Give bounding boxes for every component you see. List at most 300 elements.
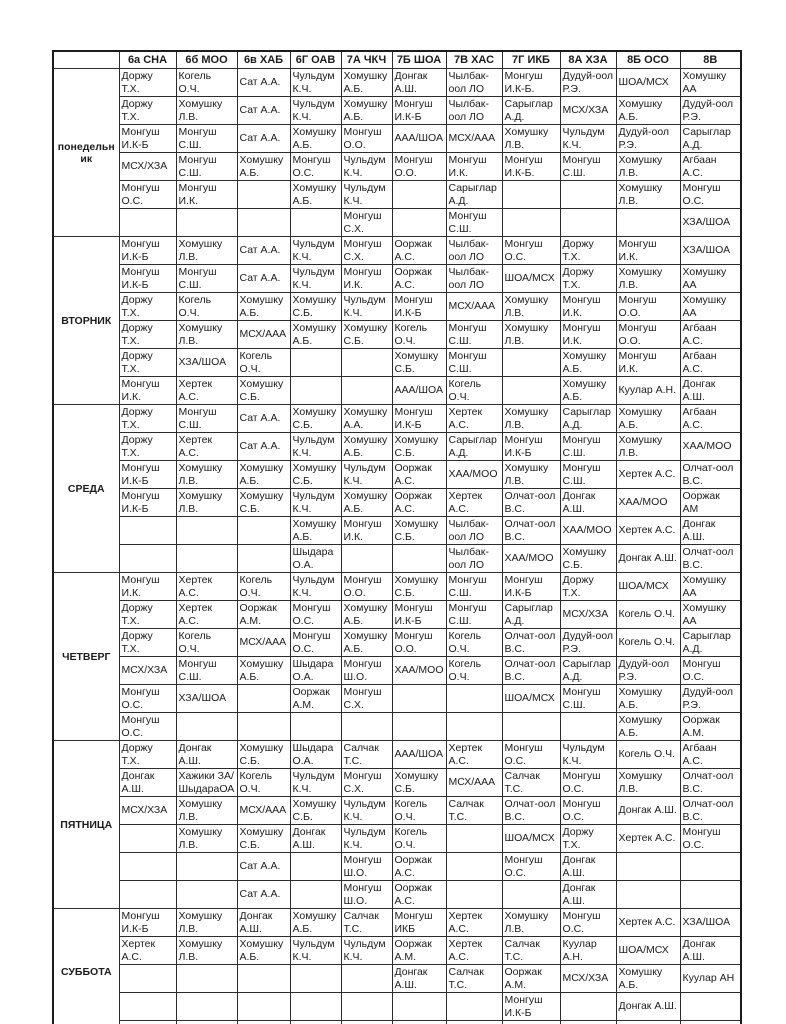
- schedule-cell: Доржу Т.Х.: [119, 405, 176, 433]
- schedule-cell: Монгуш О.С.: [119, 713, 176, 741]
- day-label: понедельник: [53, 69, 119, 237]
- schedule-cell: Дудуй-оол Р.Э.: [616, 657, 680, 685]
- schedule-cell: [119, 965, 176, 993]
- schedule-cell: [446, 713, 502, 741]
- schedule-cell: Монгуш С.Ш.: [176, 405, 237, 433]
- schedule-cell: МСХ/ААА: [237, 321, 290, 349]
- schedule-cell: Сарыглар А.Д.: [560, 405, 616, 433]
- schedule-cell: Монгуш О.О.: [616, 293, 680, 321]
- schedule-cell: Монгуш Ш.О.: [341, 881, 392, 909]
- schedule-cell: Донгак А.Ш.: [392, 69, 446, 97]
- schedule-cell: ШОА/МСХ: [502, 825, 560, 853]
- schedule-cell: Олчат-оол В.С.: [502, 517, 560, 545]
- schedule-cell: [176, 713, 237, 741]
- schedule-cell: Сат А.А.: [237, 265, 290, 293]
- schedule-cell: Хомушку С.Б.: [392, 517, 446, 545]
- schedule-cell: Ооржак А.С.: [392, 489, 446, 517]
- schedule-cell: Монгуш С.Ш.: [560, 461, 616, 489]
- schedule-cell: Когель О.Ч.: [237, 769, 290, 797]
- schedule-cell: Хомушку С.Б.: [341, 321, 392, 349]
- schedule-cell: Монгуш С.Ш.: [446, 601, 502, 629]
- schedule-cell: Когель О.Ч.: [446, 377, 502, 405]
- schedule-cell: Монгуш И.К.: [560, 293, 616, 321]
- schedule-cell: [680, 1021, 741, 1024]
- schedule-cell: Доржу Т.Х.: [119, 433, 176, 461]
- schedule-cell: [290, 965, 341, 993]
- schedule-cell: Монгуш О.С.: [290, 153, 341, 181]
- schedule-cell: Монгуш И.К-Б: [392, 97, 446, 125]
- schedule-cell: Хомушку С.Б.: [237, 489, 290, 517]
- schedule-cell: [119, 517, 176, 545]
- schedule-cell: Хомушку А.Б.: [290, 909, 341, 937]
- schedule-cell: [176, 1021, 237, 1024]
- schedule-row: [53, 881, 741, 909]
- schedule-cell: Монгуш О.С.: [502, 741, 560, 769]
- schedule-cell: Чульдум К.Ч.: [290, 573, 341, 601]
- schedule-cell: МСХ/ААА: [446, 293, 502, 321]
- schedule-cell: Донгак А.Ш.: [680, 937, 741, 965]
- schedule-cell: Хомушку А.Б.: [616, 405, 680, 433]
- schedule-cell: Доржу Т.Х.: [560, 237, 616, 265]
- schedule-cell: Олчат-оол В.С.: [680, 769, 741, 797]
- schedule-cell: Хомушку А.Б.: [237, 657, 290, 685]
- schedule-cell: [119, 1021, 176, 1024]
- schedule-cell: ШОА/МСХ: [616, 573, 680, 601]
- day-label: ПЯТНИЦА: [53, 741, 119, 909]
- schedule-cell: [237, 965, 290, 993]
- schedule-cell: Монгуш О.С.: [680, 657, 741, 685]
- schedule-cell: Монгуш И.К-Б: [119, 125, 176, 153]
- schedule-cell: Хертек А.С.: [176, 573, 237, 601]
- schedule-cell: Хомушку Л.В.: [176, 237, 237, 265]
- schedule-cell: Дудуй-оол Р.Э.: [616, 125, 680, 153]
- schedule-cell: Хертек А.С.: [616, 517, 680, 545]
- schedule-cell: Сарыглар А.Д.: [680, 125, 741, 153]
- schedule-cell: [680, 853, 741, 881]
- schedule-row: [53, 209, 741, 237]
- schedule-cell: Чульдум К.Ч.: [290, 237, 341, 265]
- schedule-cell: [560, 181, 616, 209]
- schedule-cell: Когель О.Ч.: [392, 797, 446, 825]
- schedule-cell: МСХ/ХЗА: [119, 657, 176, 685]
- schedule-cell: Хомушку Л.В.: [502, 321, 560, 349]
- schedule-cell: Олчат-оол В.С.: [680, 545, 741, 573]
- schedule-cell: Хомушку Л.В.: [502, 909, 560, 937]
- schedule-cell: [290, 713, 341, 741]
- schedule-cell: [392, 545, 446, 573]
- schedule-cell: Монгуш О.С.: [119, 181, 176, 209]
- column-header: 6б МОО: [176, 51, 237, 69]
- schedule-cell: Хомушку А.Б.: [341, 629, 392, 657]
- schedule-cell: МСХ/ХЗА: [560, 97, 616, 125]
- schedule-cell: Монгуш С.Ш.: [176, 657, 237, 685]
- schedule-row: [53, 517, 741, 545]
- schedule-cell: Донгак А.Ш.: [616, 797, 680, 825]
- schedule-row: [53, 853, 741, 881]
- schedule-cell: [341, 349, 392, 377]
- schedule-cell: Хомушку Л.В.: [502, 293, 560, 321]
- schedule-cell: Хомушку А.Б.: [560, 377, 616, 405]
- schedule-cell: Донгак А.Ш.: [560, 489, 616, 517]
- schedule-cell: [176, 853, 237, 881]
- schedule-cell: [502, 349, 560, 377]
- schedule-cell: Ооржак А.С.: [392, 853, 446, 881]
- schedule-cell: МСХ/ААА: [446, 125, 502, 153]
- schedule-cell: Хомушку С.Б.: [237, 377, 290, 405]
- schedule-cell: Донгак А.Ш.: [119, 769, 176, 797]
- schedule-cell: Донгак А.Ш.: [616, 545, 680, 573]
- schedule-cell: Шыдара О.А.: [290, 657, 341, 685]
- schedule-cell: Доржу Т.Х.: [119, 321, 176, 349]
- schedule-cell: ШОА/МСХ: [616, 69, 680, 97]
- schedule-cell: Доржу Т.Х.: [119, 293, 176, 321]
- schedule-cell: [119, 853, 176, 881]
- schedule-cell: [237, 1021, 290, 1024]
- schedule-cell: Монгуш С.Ш.: [176, 153, 237, 181]
- schedule-cell: Ооржак А.С.: [392, 265, 446, 293]
- schedule-cell: Ооржак А.М.: [392, 937, 446, 965]
- schedule-cell: [341, 993, 392, 1021]
- schedule-cell: [176, 545, 237, 573]
- schedule-cell: Донгак А.Ш.: [680, 517, 741, 545]
- schedule-cell: Дудуй-оол Р.Э.: [560, 629, 616, 657]
- schedule-cell: [446, 993, 502, 1021]
- schedule-cell: Когель О.Ч.: [446, 657, 502, 685]
- schedule-cell: Хомушку С.Б.: [290, 405, 341, 433]
- schedule-row: [53, 769, 741, 797]
- schedule-cell: Агбаан А.С.: [680, 741, 741, 769]
- schedule-cell: Ооржак А.М.: [680, 713, 741, 741]
- schedule-cell: Когель О.Ч.: [392, 321, 446, 349]
- schedule-cell: Чульдум К.Ч.: [290, 69, 341, 97]
- schedule-cell: Хомушку А.Б.: [290, 321, 341, 349]
- schedule-cell: [176, 517, 237, 545]
- schedule-cell: Ооржак А.М.: [290, 685, 341, 713]
- schedule-cell: Чульдум К.Ч.: [290, 769, 341, 797]
- schedule-row: [53, 293, 741, 321]
- schedule-cell: МСХ/ХЗА: [119, 797, 176, 825]
- schedule-cell: Монгуш И.К-Б: [392, 601, 446, 629]
- schedule-cell: Олчат-оол В.С.: [502, 797, 560, 825]
- schedule-cell: Монгуш И.К-Б: [502, 433, 560, 461]
- schedule-cell: Монгуш И.К.: [560, 321, 616, 349]
- schedule-cell: Хомушку А.Б.: [341, 433, 392, 461]
- column-header: 7Г ИКБ: [502, 51, 560, 69]
- schedule-cell: [341, 965, 392, 993]
- schedule-cell: [502, 1021, 560, 1024]
- schedule-cell: Олчат-оол В.С.: [502, 629, 560, 657]
- schedule-cell: Хомушку Л.В.: [616, 153, 680, 181]
- schedule-cell: [616, 1021, 680, 1024]
- schedule-cell: [237, 517, 290, 545]
- schedule-row: [53, 937, 741, 965]
- schedule-cell: Хомушку Л.В.: [616, 181, 680, 209]
- schedule-cell: Хомушку С.Б.: [560, 545, 616, 573]
- schedule-cell: Агбаан А.С.: [680, 349, 741, 377]
- schedule-cell: Донгак А.Ш.: [176, 741, 237, 769]
- schedule-cell: Монгуш О.С.: [560, 909, 616, 937]
- schedule-cell: Сарыглар А.Д.: [560, 657, 616, 685]
- schedule-cell: Хомушку Л.В.: [176, 797, 237, 825]
- schedule-cell: Когель О.Ч.: [176, 69, 237, 97]
- schedule-cell: Хомушку С.Б.: [290, 293, 341, 321]
- schedule-cell: Монгуш О.С.: [560, 797, 616, 825]
- schedule-cell: [341, 377, 392, 405]
- schedule-cell: Донгак А.Ш.: [237, 909, 290, 937]
- schedule-cell: Салчак Т.С.: [446, 965, 502, 993]
- schedule-cell: Чульдум К.Ч.: [560, 125, 616, 153]
- schedule-cell: Хомушку С.Б.: [392, 349, 446, 377]
- schedule-row: [53, 713, 741, 741]
- column-header: 6а СНА: [119, 51, 176, 69]
- schedule-cell: Монгуш И.К-Б: [119, 265, 176, 293]
- schedule-cell: Хомушку А.Б.: [616, 713, 680, 741]
- schedule-cell: Ооржак А.С.: [392, 237, 446, 265]
- schedule-cell: Сат А.А.: [237, 69, 290, 97]
- schedule-cell: Доржу Т.Х.: [119, 69, 176, 97]
- schedule-cell: Когель О.Ч.: [446, 629, 502, 657]
- schedule-cell: Монгуш И.К-Б: [119, 909, 176, 937]
- schedule-cell: Монгуш С.Ш.: [176, 125, 237, 153]
- schedule-cell: Салчак Т.С.: [446, 797, 502, 825]
- schedule-cell: Донгак А.Ш.: [392, 965, 446, 993]
- schedule-row: [53, 685, 741, 713]
- schedule-cell: Хомушку А.Б.: [237, 461, 290, 489]
- schedule-cell: Монгуш С.Ш.: [446, 321, 502, 349]
- schedule-cell: Чылбак-оол ЛО: [446, 97, 502, 125]
- schedule-cell: Монгуш С.Ш.: [560, 153, 616, 181]
- schedule-cell: ААА/ШОА: [392, 377, 446, 405]
- schedule-cell: Чылбак-оол ЛО: [446, 517, 502, 545]
- schedule-cell: Монгуш О.О.: [392, 153, 446, 181]
- schedule-cell: Агбаан А.С.: [680, 405, 741, 433]
- schedule-cell: Чульдум К.Ч.: [341, 181, 392, 209]
- schedule-cell: Чульдум К.Ч.: [341, 153, 392, 181]
- schedule-cell: [341, 713, 392, 741]
- schedule-cell: Хомушку С.Б.: [392, 573, 446, 601]
- schedule-cell: Шыдара О.А.: [290, 741, 341, 769]
- column-header: 6Г ОАВ: [290, 51, 341, 69]
- schedule-cell: Дудуй-оол Р.Э.: [680, 97, 741, 125]
- schedule-cell: Чульдум К.Ч.: [290, 97, 341, 125]
- schedule-cell: Монгуш О.О.: [616, 321, 680, 349]
- schedule-row: [53, 993, 741, 1021]
- schedule-cell: Олчат-оол В.С.: [680, 461, 741, 489]
- schedule-row: [53, 965, 741, 993]
- corner-cell: [53, 51, 119, 69]
- schedule-cell: Монгуш И.К-Б.: [502, 69, 560, 97]
- schedule-cell: Монгуш О.О.: [341, 125, 392, 153]
- schedule-cell: Агбаан А.С.: [680, 153, 741, 181]
- schedule-cell: Хомушку С.Б.: [237, 741, 290, 769]
- schedule-cell: Монгуш И.К.: [119, 377, 176, 405]
- schedule-cell: ШОА/МСХ: [502, 685, 560, 713]
- schedule-cell: Хертек А.С.: [119, 937, 176, 965]
- schedule-cell: ХЗА/ШОА: [680, 209, 741, 237]
- schedule-cell: Монгуш С.Ш.: [560, 685, 616, 713]
- schedule-cell: Монгуш С.Х.: [341, 769, 392, 797]
- schedule-cell: Монгуш И.К.: [341, 517, 392, 545]
- schedule-cell: МСХ/ААА: [446, 769, 502, 797]
- schedule-cell: Монгуш И.К.: [616, 349, 680, 377]
- schedule-cell: ААА/ШОА: [392, 741, 446, 769]
- schedule-row: [53, 909, 741, 937]
- column-header: 8А ХЗА: [560, 51, 616, 69]
- schedule-cell: [446, 853, 502, 881]
- schedule-cell: [560, 713, 616, 741]
- schedule-cell: Чылбак-оол ЛО: [446, 265, 502, 293]
- schedule-row: [53, 69, 741, 97]
- schedule-cell: Хомушку Л.В.: [176, 937, 237, 965]
- schedule-cell: [290, 349, 341, 377]
- schedule-cell: Монгуш С.Х.: [341, 209, 392, 237]
- schedule-cell: Чылбак-оол ЛО: [446, 69, 502, 97]
- schedule-cell: Когель О.Ч.: [237, 573, 290, 601]
- schedule-cell: ХАА/МОО: [616, 489, 680, 517]
- schedule-cell: Олчат-оол В.С.: [680, 797, 741, 825]
- schedule-row: [53, 741, 741, 769]
- schedule-cell: Чульдум К.Ч.: [290, 489, 341, 517]
- schedule-cell: Сарыглар А.Д.: [446, 433, 502, 461]
- schedule-cell: Куулар АН: [680, 965, 741, 993]
- schedule-cell: Сат А.А.: [237, 433, 290, 461]
- schedule-row: [53, 433, 741, 461]
- schedule-cell: Хертек А.С.: [616, 461, 680, 489]
- schedule-cell: [616, 853, 680, 881]
- schedule-cell: [560, 209, 616, 237]
- schedule-cell: Хомушку Л.В.: [176, 461, 237, 489]
- schedule-cell: Монгуш О.О.: [341, 573, 392, 601]
- schedule-cell: Монгуш С.Ш.: [446, 209, 502, 237]
- schedule-cell: Агбаан А.С.: [680, 321, 741, 349]
- day-label: ВТОРНИК: [53, 237, 119, 405]
- schedule-row: [53, 97, 741, 125]
- schedule-cell: Чульдум К.Ч.: [341, 293, 392, 321]
- schedule-cell: Хертек А.С.: [176, 377, 237, 405]
- schedule-cell: Когель О.Ч.: [392, 825, 446, 853]
- schedule-cell: Сарыглар А.Д.: [502, 601, 560, 629]
- schedule-cell: Хомушку А.Б.: [237, 153, 290, 181]
- schedule-row: [53, 797, 741, 825]
- schedule-cell: Ооржак А.С.: [392, 461, 446, 489]
- schedule-cell: Чульдум К.Ч.: [341, 797, 392, 825]
- column-header: 7В ХАС: [446, 51, 502, 69]
- schedule-cell: [502, 377, 560, 405]
- schedule-cell: [119, 993, 176, 1021]
- schedule-cell: Чульдум К.Ч.: [341, 825, 392, 853]
- schedule-cell: Донгак А.Ш.: [680, 377, 741, 405]
- schedule-cell: Чульдум К.Ч.: [290, 265, 341, 293]
- schedule-cell: ХЗА/ШОА: [176, 349, 237, 377]
- schedule-cell: Монгуш И.К.: [341, 265, 392, 293]
- schedule-row: [53, 153, 741, 181]
- schedule-cell: Хомушку АА: [680, 573, 741, 601]
- schedule-row: [53, 825, 741, 853]
- schedule-cell: ХАА/МОО: [502, 545, 560, 573]
- schedule-cell: Монгуш И.К.: [119, 573, 176, 601]
- schedule-cell: [616, 209, 680, 237]
- schedule-cell: Дудуй-оол Р.Э.: [560, 69, 616, 97]
- schedule-cell: Сарыглар А.Д.: [680, 629, 741, 657]
- schedule-cell: Сарыглар А.Д.: [502, 97, 560, 125]
- schedule-cell: Ооржак А.С.: [392, 881, 446, 909]
- schedule-cell: Хертек А.С.: [446, 489, 502, 517]
- schedule-cell: [446, 825, 502, 853]
- schedule-cell: Сат А.А.: [237, 405, 290, 433]
- schedule-cell: Монгуш С.Ш.: [560, 433, 616, 461]
- schedule-cell: Монгуш Ш.О.: [341, 657, 392, 685]
- schedule-cell: [680, 881, 741, 909]
- schedule-cell: Чылбак-оол ЛО: [446, 237, 502, 265]
- schedule-cell: Хомушку А.Б.: [616, 965, 680, 993]
- schedule-cell: Хертек А.С.: [446, 741, 502, 769]
- schedule-cell: Монгуш О.С.: [290, 601, 341, 629]
- schedule-cell: ХЗА/ШОА: [680, 237, 741, 265]
- schedule-cell: [237, 713, 290, 741]
- schedule-cell: Монгуш С.Ш.: [446, 573, 502, 601]
- schedule-row: [53, 461, 741, 489]
- schedule-cell: Доржу Т.Х.: [560, 573, 616, 601]
- schedule-cell: [392, 181, 446, 209]
- schedule-cell: Хомушку АА: [680, 601, 741, 629]
- schedule-cell: Ооржак А.М.: [502, 965, 560, 993]
- schedule-cell: Монгуш О.С.: [290, 629, 341, 657]
- schedule-cell: Сат А.А.: [237, 125, 290, 153]
- schedule-cell: Монгуш О.О.: [392, 629, 446, 657]
- schedule-cell: Хомушку А.А.: [341, 405, 392, 433]
- schedule-cell: Монгуш И.К-Б.: [502, 153, 560, 181]
- schedule-cell: Хомушку АА: [680, 265, 741, 293]
- schedule-cell: [290, 377, 341, 405]
- schedule-cell: Хомушку Л.В.: [176, 909, 237, 937]
- schedule-cell: [446, 881, 502, 909]
- schedule-cell: Сат А.А.: [237, 237, 290, 265]
- schedule-cell: [392, 993, 446, 1021]
- schedule-cell: [290, 209, 341, 237]
- column-header: 8Б ОСО: [616, 51, 680, 69]
- schedule-cell: МСХ/ХЗА: [560, 601, 616, 629]
- schedule-cell: [237, 685, 290, 713]
- schedule-cell: [392, 713, 446, 741]
- schedule-cell: [446, 1021, 502, 1024]
- schedule-cell: Хомушку А.Б.: [616, 97, 680, 125]
- schedule-cell: [237, 993, 290, 1021]
- schedule-row: [53, 237, 741, 265]
- schedule-cell: Хомушку А.Б.: [341, 601, 392, 629]
- schedule-cell: Монгуш И.К-Б: [392, 405, 446, 433]
- schedule-cell: Монгуш И.К-Б: [119, 489, 176, 517]
- schedule-cell: ХЗА/ШОА: [680, 909, 741, 937]
- schedule-cell: Хомушку Л.В.: [176, 321, 237, 349]
- schedule-cell: Дудуй-оол Р.Э.: [680, 685, 741, 713]
- schedule-cell: Когель О.Ч.: [616, 629, 680, 657]
- schedule-cell: Салчак Т.С.: [341, 741, 392, 769]
- schedule-cell: Чульдум К.Ч.: [341, 461, 392, 489]
- schedule-cell: Хомушку АА: [680, 69, 741, 97]
- schedule-cell: [446, 685, 502, 713]
- schedule-cell: Ооржак А.М.: [237, 601, 290, 629]
- schedule-cell: Чульдум К.Ч.: [341, 937, 392, 965]
- column-header: 7Б ШОА: [392, 51, 446, 69]
- schedule-cell: [119, 881, 176, 909]
- schedule-cell: Чульдум К.Ч.: [290, 937, 341, 965]
- schedule-cell: Хомушку А.Б.: [341, 69, 392, 97]
- schedule-row: [53, 545, 741, 573]
- schedule-cell: Монгуш И.К-Б: [502, 993, 560, 1021]
- schedule-cell: Хомушку Л.В.: [616, 433, 680, 461]
- schedule-row: [53, 629, 741, 657]
- schedule-cell: Монгуш О.С.: [502, 237, 560, 265]
